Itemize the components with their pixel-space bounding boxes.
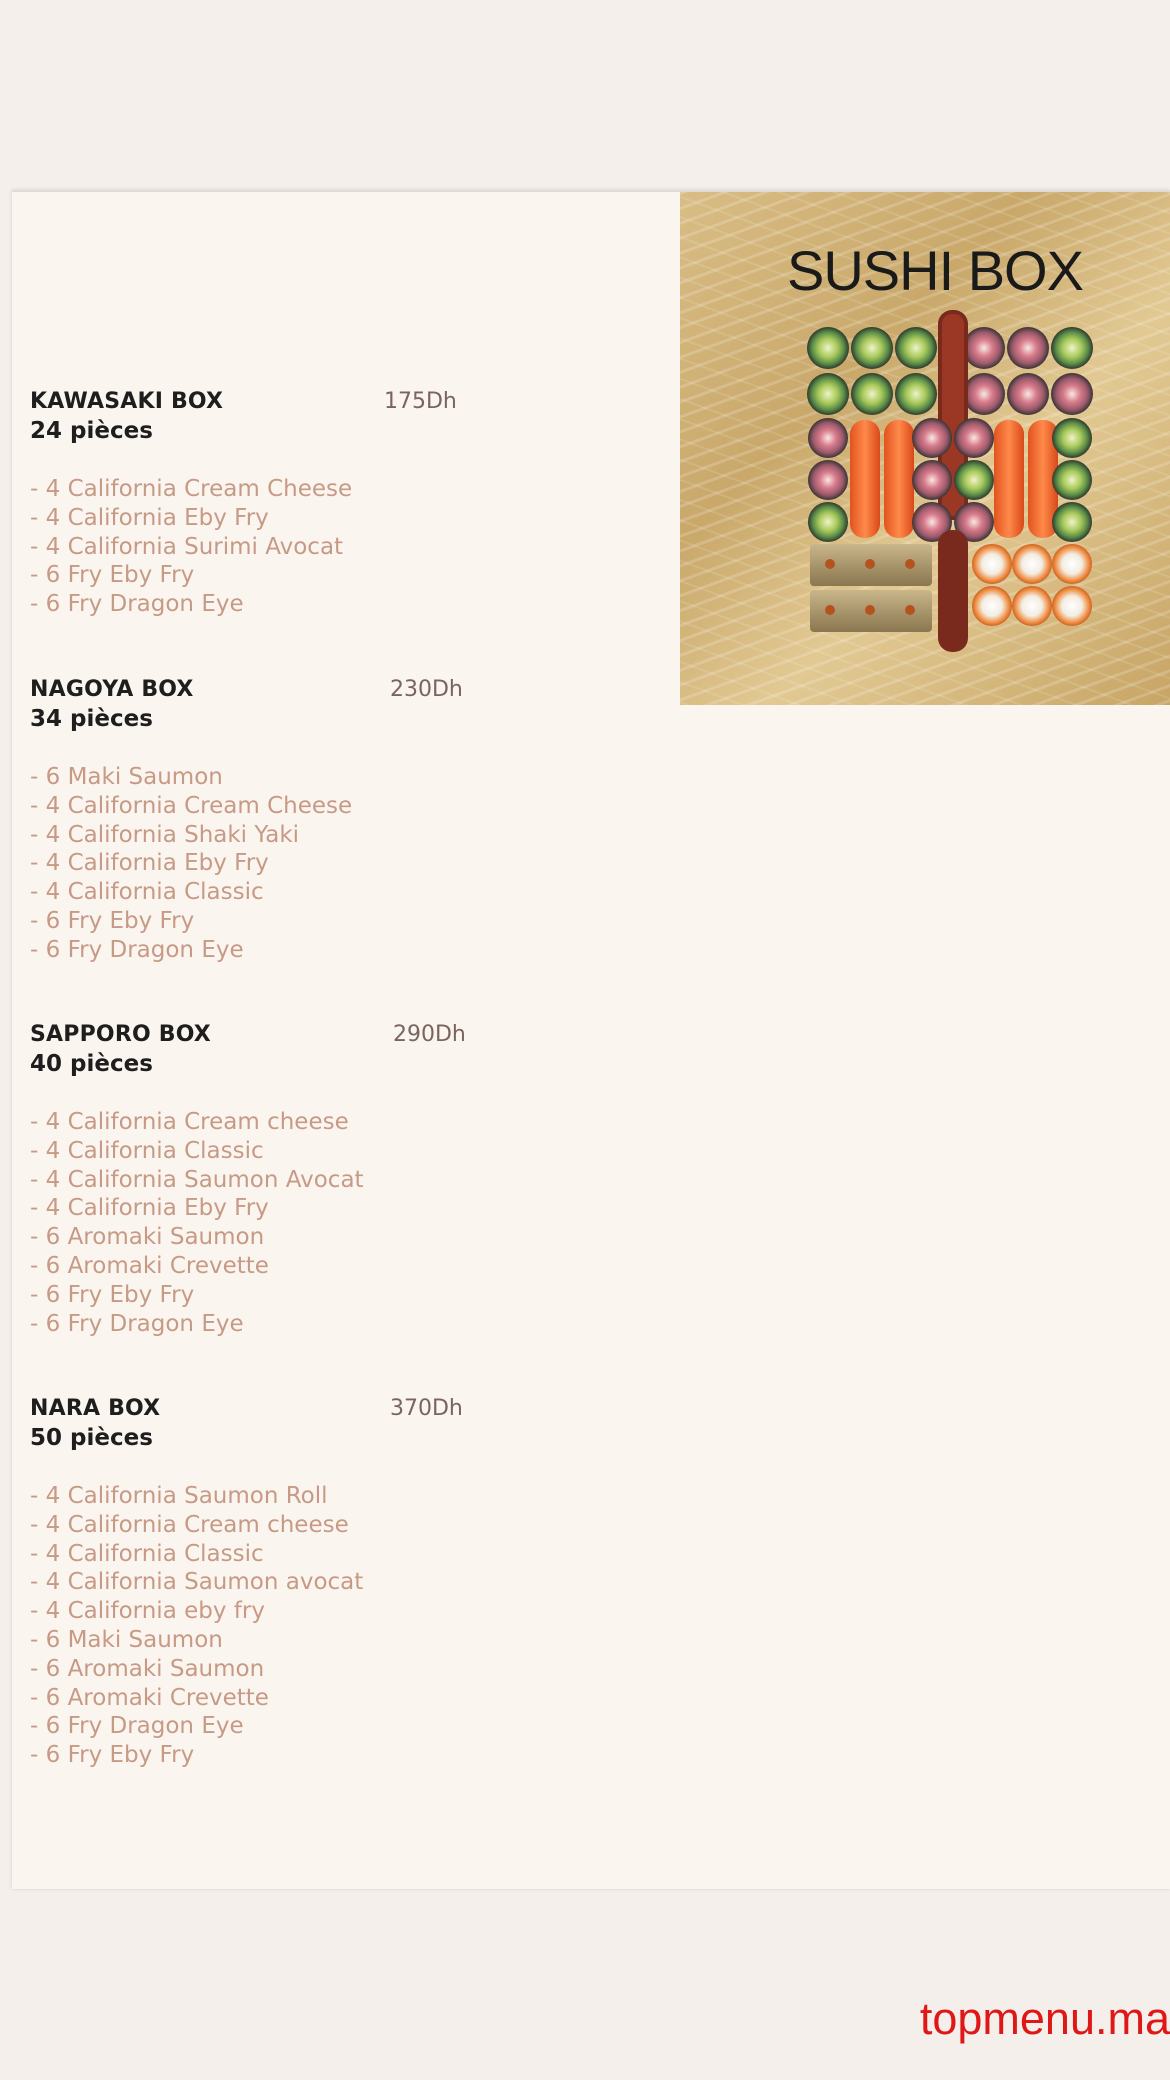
- hero-title: SUSHI BOX: [787, 239, 1083, 302]
- box-item: - 6 Fry Eby Fry: [30, 1741, 480, 1770]
- box-items: [30, 475, 480, 619]
- box-item: - 6 Maki Saumon: [30, 763, 480, 792]
- box-item: - 6 Fry Dragon Eye: [30, 1712, 480, 1741]
- box-pieces: 34 pièces: [30, 706, 153, 732]
- box-items: [30, 1482, 480, 1770]
- box-price: 370Dh: [390, 1396, 463, 1421]
- lower-roll: [938, 530, 968, 652]
- box-item: - 4 California Eby Fry: [30, 504, 480, 533]
- salmon-nigiri-right: [994, 420, 1058, 538]
- box-item: - 6 Fry Eby Fry: [30, 907, 480, 936]
- box-item: - 4 California Classic: [30, 1540, 480, 1569]
- box-item: - 6 Fry Eby Fry: [30, 1281, 480, 1310]
- dark-maki-group: [963, 327, 1093, 415]
- box-item: - 6 Fry Dragon Eye: [30, 590, 480, 619]
- box-nagoya: [30, 677, 480, 965]
- box-price: 290Dh: [393, 1022, 466, 1047]
- box-item: - 4 California eby fry: [30, 1597, 480, 1626]
- pink-rolls-left: [808, 418, 848, 542]
- box-items: [30, 763, 480, 965]
- box-header: [30, 1396, 480, 1425]
- fried-rolls: [810, 544, 932, 632]
- box-item: - 4 California Saumon Avocat: [30, 1166, 480, 1195]
- box-item: - 4 California Eby Fry: [30, 849, 480, 878]
- green-rolls-group: [807, 327, 937, 415]
- box-item: - 6 Aromaki Crevette: [30, 1684, 480, 1713]
- box-item: - 4 California Saumon Roll: [30, 1482, 480, 1511]
- sushi-box-hero-image: [680, 192, 1170, 705]
- box-item: - 6 Fry Dragon Eye: [30, 936, 480, 965]
- box-item: - 6 Fry Eby Fry: [30, 561, 480, 590]
- box-items: [30, 1108, 480, 1338]
- box-item: - 6 Aromaki Crevette: [30, 1252, 480, 1281]
- box-header: [30, 677, 480, 706]
- box-item: - 4 California Cream cheese: [30, 1108, 480, 1137]
- box-item: - 4 California Saumon avocat: [30, 1568, 480, 1597]
- box-item: - 6 Aromaki Saumon: [30, 1223, 480, 1252]
- box-pieces: 40 pièces: [30, 1051, 153, 1077]
- brand-watermark: topmenu.ma: [919, 1993, 1170, 2044]
- box-item: - 6 Fry Dragon Eye: [30, 1310, 480, 1339]
- box-price: 230Dh: [390, 677, 463, 702]
- box-item: - 4 California Shaki Yaki: [30, 821, 480, 850]
- green-rolls-right: [1052, 418, 1092, 542]
- box-item: - 4 California Classic: [30, 878, 480, 907]
- box-item: - 6 Aromaki Saumon: [30, 1655, 480, 1684]
- box-kawasaki: [30, 389, 480, 619]
- box-name: SAPPORO BOX: [30, 1022, 211, 1047]
- box-item: - 4 California Cream cheese: [30, 1511, 480, 1540]
- box-name: NAGOYA BOX: [30, 677, 194, 702]
- box-sapporo: [30, 1022, 480, 1338]
- box-item: - 4 California Classic: [30, 1137, 480, 1166]
- box-name: NARA BOX: [30, 1396, 161, 1421]
- box-name: KAWASAKI BOX: [30, 389, 224, 414]
- box-item: - 4 California Cream Cheese: [30, 475, 480, 504]
- box-item: - 4 California Eby Fry: [30, 1194, 480, 1223]
- box-header: [30, 389, 480, 418]
- box-item: - 4 California Surimi Avocat: [30, 533, 480, 562]
- box-price: 175Dh: [384, 389, 457, 414]
- salmon-nigiri-left: [850, 420, 914, 538]
- box-pieces: 24 pièces: [30, 418, 153, 444]
- box-pieces: 50 pièces: [30, 1425, 153, 1451]
- box-header: [30, 1022, 480, 1051]
- box-nara: [30, 1396, 480, 1770]
- box-item: - 6 Maki Saumon: [30, 1626, 480, 1655]
- dragon-eye-rolls: [972, 544, 1092, 626]
- box-item: - 4 California Cream Cheese: [30, 792, 480, 821]
